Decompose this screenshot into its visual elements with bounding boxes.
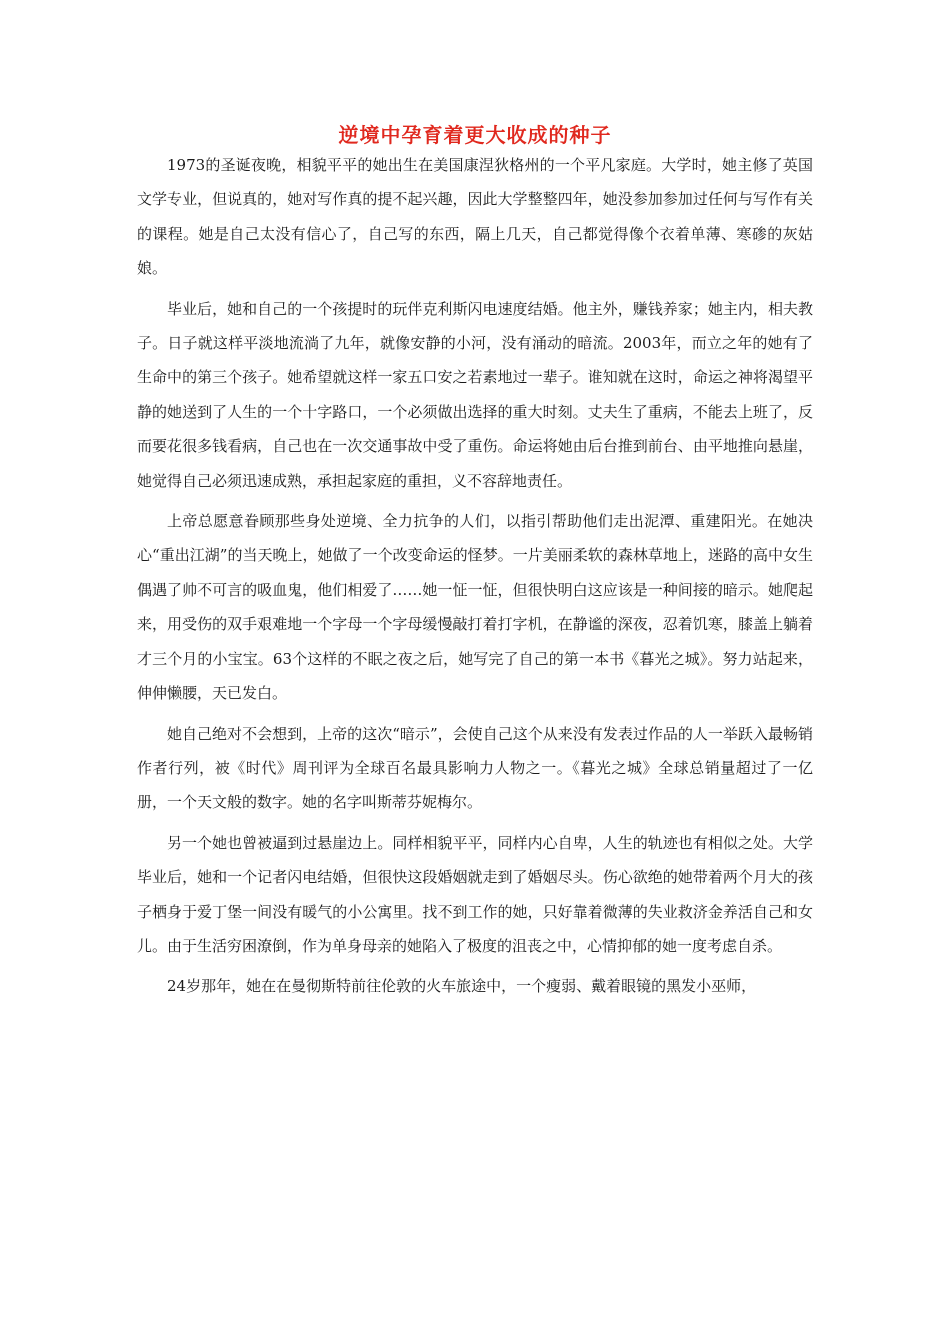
paragraph-4: 她自己绝对不会想到，上帝的这次“暗示”，会使自己这个从来没有发表过作品的人一举跃入最畅销作者行列，被《时代》周刊评为全球百名最具影响力人物之一。《暮光之城》全球总销量超过了一亿册，一个天文般的数字。她的名字叫斯蒂芬妮梅尔。 <box>137 724 813 812</box>
paragraph-1: 1973的圣诞夜晚，相貌平平的她出生在美国康涅狄格州的一个平凡家庭。大学时，她主修了英国文学专业，但说真的，她对写作真的提不起兴趣，因此大学整整四年，她没参加参加过任何与写作有关的课程。她是自己太没有信心了，自己写的东西，隔上几天，自己都觉得像个衣着单薄、寒碜的灰姑娘。 <box>137 156 813 278</box>
paragraph-5: 另一个她也曾被逼到过悬崖边上。同样相貌平平，同样内心自卑，人生的轨迹也有相似之处。大学毕业后，她和一个记者闪电结婚，但很快这段婚姻就走到了婚姻尽头。伤心欲绝的她带着两个月大的孩子栖身于爱丁堡一间没有暖气的小公寓里。找不到工作的她，只好靠着微薄的失业救济金养活自己和女儿。由于生活穷困潦倒，作为单身母亲的她陷入了极度的沮丧之中，心情抑郁的她一度考虑自杀。 <box>137 833 813 955</box>
paragraph-6: 24岁那年，她在在曼彻斯特前往伦敦的火车旅途中，一个瘦弱、戴着眼镜的黑发小巫师， <box>167 977 757 996</box>
document-body <box>137 148 813 1004</box>
document-title: 逆境中孕育着更大收成的种子 <box>338 123 612 147</box>
paragraph-2: 毕业后，她和自己的一个孩提时的玩伴克利斯闪电速度结婚。他主外，赚钱养家；她主内，相夫教子。日子就这样平淡地流淌了九年，就像安静的小河，没有涌动的暗流。2003年，而立之年的她有了生命中的第三个孩子。她希望就这样一家五口安之若素地过一辈子。谁知就在这时，命运之神将渴望平静的她送到了人生的一个十字路口，一个必须做出选择的重大时刻。丈夫生了重病，不能去上班了，反而要花很多钱看病，自己也在一次交通事故中受了重伤。命运将她由后台推到前台、由平地推向悬崖，她觉得自己必须迅速成熟，承担起家庭的重担，义不容辞地责任。 <box>137 299 813 490</box>
paragraph-3: 上帝总愿意眷顾那些身处逆境、全力抗争的人们，以指引帮助他们走出泥潭、重建阳光。在她决心“重出江湖”的当天晚上，她做了一个改变命运的怪梦。一片美丽柔软的森林草地上，迷路的高中女生偶遇了帅不可言的吸血鬼，他们相爱了……她一怔一怔，但很快明白这应该是一种间接的暗示。她爬起来，用受伤的双手艰难地一个字母一个字母缓慢敲打着打字机，在静谧的深夜，忍着饥寒，膝盖上躺着才三个月的小宝宝。63个这样的不眠之夜之后，她写完了自己的第一本书《暮光之城》。努力站起来，伸伸懒腰，天已发白。 <box>137 512 813 703</box>
